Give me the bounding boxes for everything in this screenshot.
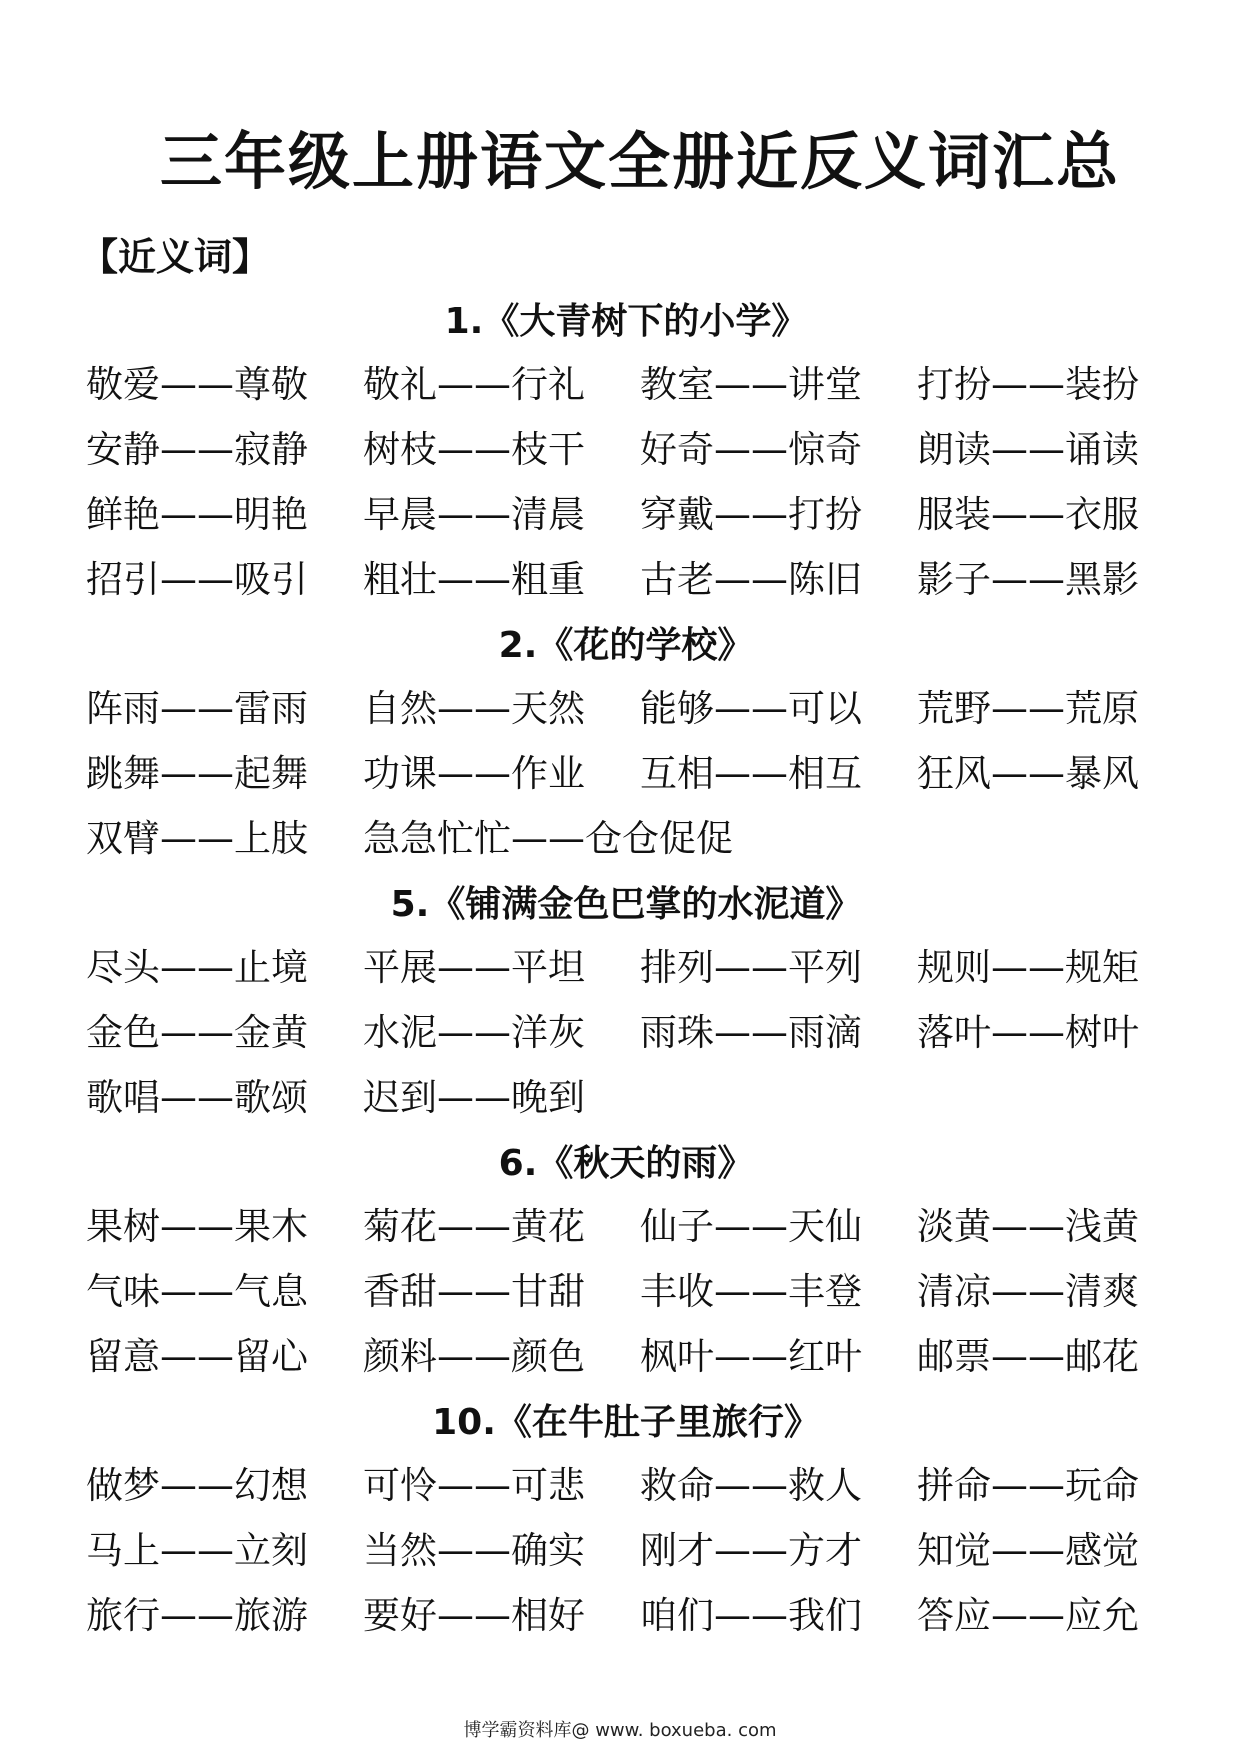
word-pair: 尽头——止境 bbox=[86, 946, 308, 989]
word-pair: 枫叶——红叶 bbox=[640, 1335, 862, 1378]
word-pair-row bbox=[0, 676, 1240, 741]
word-pair-row bbox=[0, 1259, 1240, 1324]
word-pair-rows bbox=[0, 935, 1240, 1130]
word-pair: 旅行——旅游 bbox=[86, 1594, 308, 1637]
word-pair-row bbox=[0, 1065, 1240, 1130]
word-pair: 跳舞——起舞 bbox=[86, 752, 308, 795]
word-pair: 排列——平列 bbox=[640, 946, 862, 989]
word-pair: 阵雨——雷雨 bbox=[86, 687, 308, 730]
word-pair: 咱们——我们 bbox=[640, 1594, 862, 1637]
word-pair: 打扮——装扮 bbox=[917, 363, 1139, 406]
word-pair-rows bbox=[0, 352, 1240, 612]
word-pair: 狂风——暴风 bbox=[917, 752, 1139, 795]
footer-watermark: 博学霸资料库@ www. boxueba. com bbox=[463, 1720, 777, 1741]
word-pair-row bbox=[0, 1518, 1240, 1583]
word-pair: 服装——衣服 bbox=[917, 493, 1139, 536]
word-pair: 迟到——晚到 bbox=[363, 1076, 585, 1119]
word-pair-row bbox=[0, 417, 1240, 482]
word-pair: 平展——平坦 bbox=[363, 946, 585, 989]
word-pair: 招引——吸引 bbox=[86, 558, 308, 601]
word-pair: 功课——作业 bbox=[363, 752, 585, 795]
word-pair-row bbox=[0, 806, 1240, 871]
word-pair-row bbox=[0, 935, 1240, 1000]
lesson-title: 10.《在牛肚子里旅行》 bbox=[432, 1402, 820, 1443]
word-pair: 古老——陈旧 bbox=[640, 558, 862, 601]
word-pair: 可怜——可悲 bbox=[363, 1464, 585, 1507]
word-pair-row bbox=[0, 1194, 1240, 1259]
word-pair: 刚才——方才 bbox=[640, 1529, 862, 1572]
word-pair: 鲜艳——明艳 bbox=[86, 493, 308, 536]
word-pair: 朗读——诵读 bbox=[917, 428, 1139, 471]
word-pair: 马上——立刻 bbox=[86, 1529, 308, 1572]
word-pair: 要好——相好 bbox=[363, 1594, 585, 1637]
word-pair: 敬礼——行礼 bbox=[363, 363, 585, 406]
word-pair: 当然——确实 bbox=[363, 1529, 585, 1572]
word-pair: 做梦——幻想 bbox=[86, 1464, 308, 1507]
word-pair: 邮票——邮花 bbox=[917, 1335, 1139, 1378]
word-pair: 落叶——树叶 bbox=[917, 1011, 1139, 1054]
word-pair: 金色——金黄 bbox=[86, 1011, 308, 1054]
word-pair: 果树——果木 bbox=[86, 1205, 308, 1248]
word-pair: 敬爱——尊敬 bbox=[86, 363, 308, 406]
word-pair-row bbox=[0, 741, 1240, 806]
word-pair: 拼命——玩命 bbox=[917, 1464, 1139, 1507]
word-pair: 树枝——枝干 bbox=[363, 428, 585, 471]
word-pair-rows bbox=[0, 1453, 1240, 1648]
word-pair-row bbox=[0, 1324, 1240, 1389]
word-pair: 能够——可以 bbox=[640, 687, 862, 730]
word-pair-row bbox=[0, 1000, 1240, 1065]
lesson-title: 2.《花的学校》 bbox=[498, 625, 754, 666]
word-pair: 安静——寂静 bbox=[86, 428, 308, 471]
word-pair: 菊花——黄花 bbox=[363, 1205, 585, 1248]
word-pair: 好奇——惊奇 bbox=[640, 428, 862, 471]
word-pair: 粗壮——粗重 bbox=[363, 558, 585, 601]
word-pair: 雨珠——雨滴 bbox=[640, 1011, 862, 1054]
word-pair: 自然——天然 bbox=[363, 687, 585, 730]
word-pair: 荒野——荒原 bbox=[917, 687, 1139, 730]
word-pair: 水泥——洋灰 bbox=[363, 1011, 585, 1054]
word-pair: 教室——讲堂 bbox=[640, 363, 862, 406]
word-pair: 早晨——清晨 bbox=[363, 493, 585, 536]
word-pair: 颜料——颜色 bbox=[363, 1335, 585, 1378]
word-pair: 知觉——感觉 bbox=[917, 1529, 1139, 1572]
word-pair: 答应——应允 bbox=[917, 1594, 1139, 1637]
lesson-title: 1.《大青树下的小学》 bbox=[444, 301, 808, 342]
word-pair-rows bbox=[0, 1194, 1240, 1389]
word-pair: 急急忙忙——仓仓促促 bbox=[363, 817, 733, 860]
word-pair: 清凉——清爽 bbox=[917, 1270, 1139, 1313]
word-pair: 穿戴——打扮 bbox=[640, 493, 862, 536]
word-pair: 规则——规矩 bbox=[917, 946, 1139, 989]
word-pair-row bbox=[0, 1453, 1240, 1518]
word-pair-rows bbox=[0, 676, 1240, 871]
word-pair: 影子——黑影 bbox=[917, 558, 1139, 601]
word-pair: 双臂——上肢 bbox=[86, 817, 308, 860]
word-pair-row bbox=[0, 547, 1240, 612]
word-pair: 歌唱——歌颂 bbox=[86, 1076, 308, 1119]
word-pair-row bbox=[0, 352, 1240, 417]
lesson-list bbox=[0, 288, 1240, 1648]
lesson-title: 6.《秋天的雨》 bbox=[498, 1143, 754, 1184]
word-pair: 救命——救人 bbox=[640, 1464, 862, 1507]
word-pair: 互相——相互 bbox=[640, 752, 862, 795]
word-pair: 丰收——丰登 bbox=[640, 1270, 862, 1313]
word-pair: 香甜——甘甜 bbox=[363, 1270, 585, 1313]
word-pair: 留意——留心 bbox=[86, 1335, 308, 1378]
section-heading-synonyms: 【近义词】 bbox=[80, 235, 271, 279]
lesson-title: 5.《铺满金色巴掌的水泥道》 bbox=[390, 884, 862, 925]
word-pair-row bbox=[0, 1583, 1240, 1648]
word-pair-row bbox=[0, 482, 1240, 547]
word-pair: 气味——气息 bbox=[86, 1270, 308, 1313]
word-pair: 仙子——天仙 bbox=[640, 1205, 862, 1248]
word-pair: 淡黄——浅黄 bbox=[917, 1205, 1139, 1248]
page-title: 三年级上册语文全册近反义词汇总 bbox=[159, 125, 1120, 198]
